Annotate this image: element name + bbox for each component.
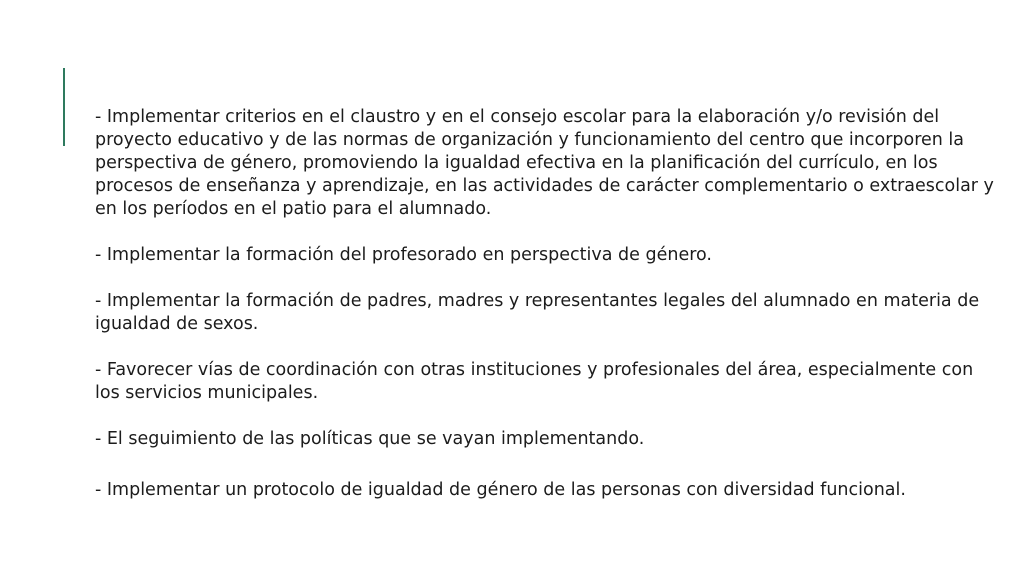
bullet-coordinacion-instituciones: - Favorecer vías de coordinación con otras instituciones y profesionales del área, especialmente con los servicios municipales.	[95, 360, 974, 403]
bullet-protocolo-diversidad: - Implementar un protocolo de igualdad de género de las personas con diversidad funcional.	[95, 480, 906, 500]
accent-line	[63, 68, 65, 146]
bullet-claustro-criterios: - Implementar criterios en el claustro y en el consejo escolar para la elaboración y/o revisión del proyecto educativo y de las normas de organización y funcionamiento del centro que incorporen la perspectiva de género, promoviendo la igualdad efectiva en la planificación del currículo, en los procesos de enseñanza y aprendizaje, en las actividades de carácter complementario o extraescolar y en los períodos en el patio para el alumnado.	[95, 107, 994, 219]
slide-body	[95, 106, 995, 502]
bullet-formacion-familias: - Implementar la formación de padres, madres y representantes legales del alumnado en materia de igualdad de sexos.	[95, 291, 980, 334]
bullet-seguimiento-politicas: - El seguimiento de las políticas que se vayan implementando.	[95, 429, 645, 449]
bullet-formacion-profesorado: - Implementar la formación del profesorado en perspectiva de género.	[95, 245, 712, 265]
